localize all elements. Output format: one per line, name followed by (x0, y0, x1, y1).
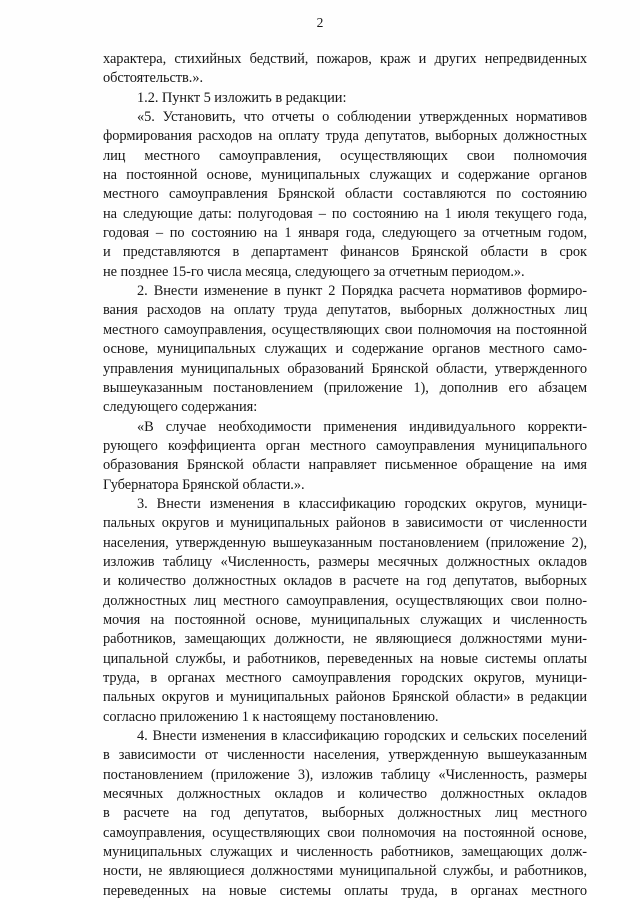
text-line: управления муниципальных образований Брянской области, утвержденного (103, 360, 587, 377)
text-line: переведенных на новые системы оплаты труда, в органах местного (103, 882, 587, 899)
text-line: лиц местного самоуправления, осуществляющих свои полномочия (103, 147, 587, 164)
text-line: «В случае необходимости применения индивидуального корректи- (137, 418, 587, 435)
text-line: пальных округов и муниципальных районов в зависимости от численности (103, 515, 587, 532)
document-body (103, 50, 587, 901)
text-line: формирования расходов на оплату труда депутатов, выборных должностных (103, 128, 587, 145)
text-line: должностных лиц местного самоуправления, осуществляющих свои полно- (103, 592, 587, 609)
text-line: следующего содержания: (103, 399, 258, 416)
text-line: мочия на постоянной основе, муниципальных служащих и численность (103, 611, 587, 628)
text-line: населения, утвержденную вышеуказанным постановлением (приложение 2), (103, 534, 587, 551)
text-line: 3. Внести изменения в классификацию городских округов, муници- (137, 495, 587, 512)
text-line: на следующие даты: полугодовая – по состоянию на 1 июля текущего года, (103, 205, 587, 222)
text-line: и представляются в департамент финансов Брянской области в срок (103, 244, 587, 261)
text-line: вышеуказанным постановлением (приложение 1), дополнив его абзацем (103, 379, 587, 396)
text-line: труда, в органах местного самоуправления городских округов, муници- (103, 670, 587, 686)
text-line: в зависимости от численности населения, утвержденную вышеуказанным (103, 747, 587, 764)
text-line: муниципальных служащих и численность работников, замещающих долж- (103, 844, 587, 861)
text-line: Губернатора Брянской области.». (103, 476, 305, 493)
text-line: ципальной службы, и работников, переведенных на новые системы оплаты (103, 650, 587, 667)
text-line: рующего коэффициента орган местного самоуправления муниципального (103, 437, 587, 454)
text-line: вания расходов на оплату труда депутатов, выборных должностных лиц (103, 302, 587, 319)
text-line: местного самоуправления Брянской области составляются по состоянию (103, 186, 587, 203)
text-line: образования Брянской области направляет письменное обращение на имя (103, 457, 587, 474)
text-line: обстоятельств.». (103, 70, 204, 87)
text-line: характера, стихийных бедствий, пожаров, краж и других непредвиденных (103, 51, 587, 67)
text-line: 2. Внести изменение в пункт 2 Порядка расчета нормативов формиро- (137, 283, 587, 300)
text-line: и количество должностных окладов в расчете на год депутатов, выборных (103, 573, 587, 590)
text-line: местного самоуправления, осуществляющих свои полномочия на постоянной (103, 321, 587, 338)
text-line: 1.2. Пункт 5 изложить в редакции: (137, 89, 347, 106)
text-line: «5. Установить, что отчеты о соблюдении утвержденных нормативов (137, 109, 587, 126)
text-line: пальных округов и муниципальных районов Брянской области» в редакции (103, 689, 587, 706)
text-line: не позднее 15-го числа месяца, следующего за отчетным периодом.». (103, 263, 525, 280)
text-line: постановлением (приложение 3), изложив таблицу «Численность, размеры (103, 766, 587, 783)
text-line: годовая – по состоянию на 1 января года, следующего за отчетным годом, (103, 225, 587, 242)
text-line: изложив таблицу «Численность, размеры месячных должностных окладов (103, 553, 587, 570)
text-line: в расчете на год депутатов, выборных должностных лиц местного (103, 805, 587, 822)
text-line: ности, не являющиеся должностями муниципальной службы, и работников, (103, 863, 587, 880)
text-line: на постоянной основе, муниципальных служащих и содержание органов (103, 167, 587, 184)
text-line: работников, замещающих должности, не являющиеся должностями муни- (103, 631, 587, 648)
text-line: согласно приложению 1 к настоящему постановлению. (103, 708, 439, 725)
page-number: 2 (316, 15, 324, 30)
text-line: самоуправления, осуществляющих свои полномочия на постоянной основе, (103, 824, 587, 841)
text-line: основе, муниципальных служащих и содержание органов местного само- (103, 341, 587, 358)
text-line: месячных должностных окладов и количество должностных окладов (103, 786, 587, 803)
text-line: 4. Внести изменения в классификацию городских и сельских поселений (137, 728, 587, 745)
